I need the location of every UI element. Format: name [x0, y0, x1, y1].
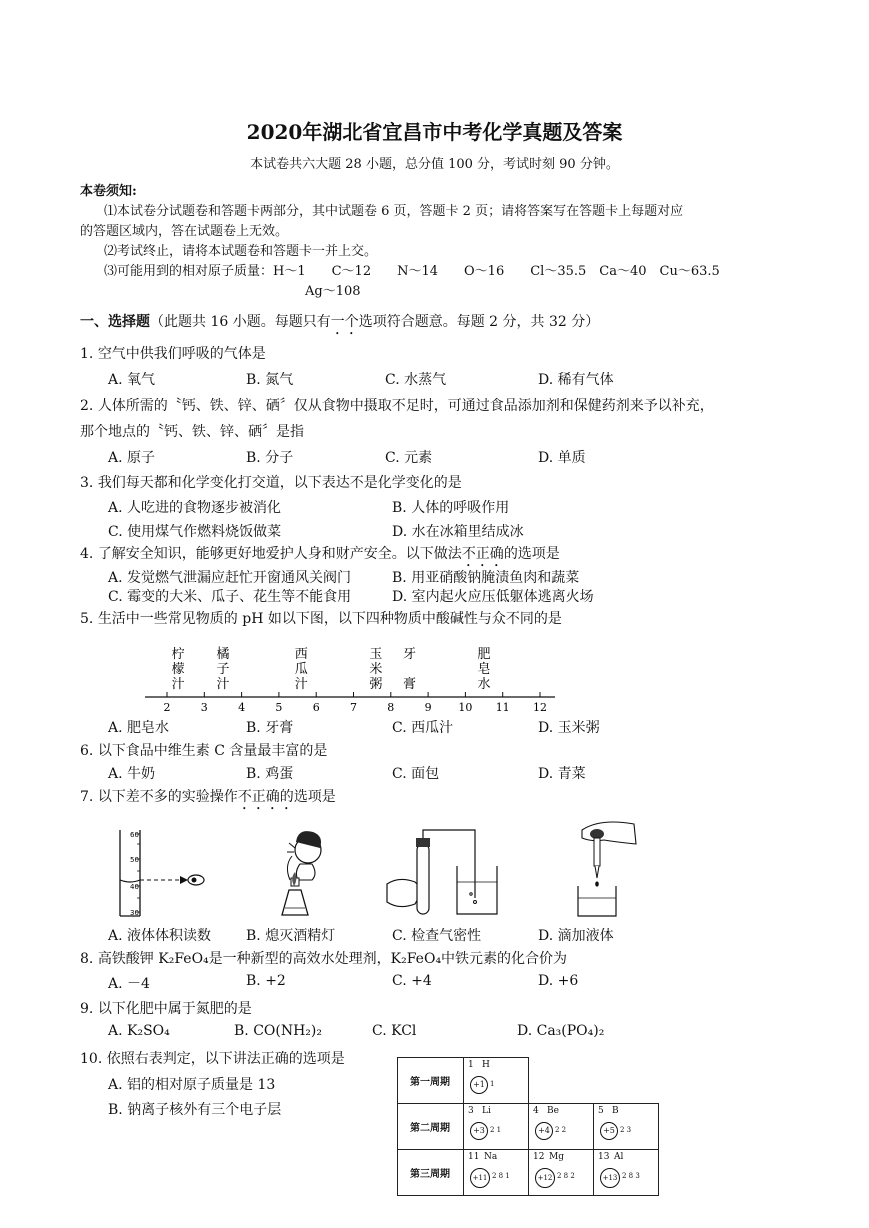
ph-substance-label — [478, 647, 491, 692]
ph-scale-figure — [140, 640, 560, 715]
option[interactable]: C. 使用煤气作燃料烧饭做菜 — [108, 524, 282, 540]
option[interactable]: C. KCl — [372, 1023, 417, 1039]
option[interactable]: B. 分子 — [246, 450, 294, 466]
option[interactable]: A. 人吃进的食物逐步被消化 — [108, 500, 282, 516]
notice-line: ⑴本试卷分试题卷和答题卡两部分，其中试题卷 6 页，答题卡 2 页；请将答案写在答题卡上每题对应 — [104, 204, 684, 219]
svg-text:汁: 汁 — [171, 677, 185, 692]
element-cell: 11 Na +11 2 8 1 — [463, 1149, 529, 1196]
svg-text:檬: 檬 — [171, 662, 185, 677]
ph-tick-label: 4 — [238, 701, 246, 714]
option[interactable]: B. 氮气 — [246, 372, 294, 388]
option[interactable]: B. 熄灭酒精灯 — [246, 928, 336, 944]
option[interactable]: C. 西瓜汁 — [392, 720, 454, 736]
option[interactable]: D. 水在冰箱里结成冰 — [392, 524, 524, 540]
option[interactable]: D. 单质 — [538, 450, 586, 466]
option[interactable]: A. 液体体积读数 — [108, 928, 212, 944]
element-cell: 1 H +1 1 — [463, 1057, 529, 1104]
svg-text:柠: 柠 — [171, 647, 185, 662]
question: 1. 空气中供我们呼吸的气体是 — [80, 346, 266, 362]
element-cell: 3 Li +3 2 1 — [463, 1103, 529, 1150]
option[interactable]: D. 滴加液体 — [538, 928, 614, 944]
option[interactable]: B. 鸡蛋 — [246, 766, 294, 782]
notice-line: ⑵考试终止，请将本试题卷和答题卡一并上交。 — [104, 244, 378, 259]
question: 5. 生活中一些常见物质的 pH 如以下图，以下四种物质中酸碱性与众不同的是 — [80, 611, 562, 627]
dropper-figure — [570, 818, 642, 918]
period-label: 第三周期 — [410, 1169, 450, 1180]
svg-text:玉: 玉 — [369, 647, 383, 662]
ph-ticks — [164, 692, 548, 714]
page-title: 2020年湖北省宜昌市中考化学真题及答案 — [246, 120, 623, 144]
alcohol-lamp-figure — [268, 820, 338, 918]
option[interactable]: C. 面包 — [392, 766, 440, 782]
question: 6. 以下食品中维生素 C 含量最丰富的是 — [80, 743, 328, 759]
option[interactable]: D. 玉米粥 — [538, 720, 600, 736]
option[interactable]: D. 稀有气体 — [538, 372, 614, 388]
question: 2. 人体所需的〝钙、铁、锌、硒〞仅从食物中摄取不足时，可通过食品添加剂和保健药剂来予以补充， — [80, 398, 714, 414]
svg-text:米: 米 — [369, 662, 383, 677]
ph-substance-label — [216, 646, 229, 692]
ph-tick-label: 8 — [387, 701, 395, 714]
period-label: 第一周期 — [410, 1077, 450, 1088]
svg-text:子: 子 — [216, 662, 230, 677]
option[interactable]: A. K₂SO₄ — [108, 1023, 170, 1039]
notice-line: 的答题区域内，答在试题卷上无效。 — [80, 224, 289, 239]
option[interactable]: A. 发觉燃气泄漏应赶忙开窗通风关阀门 — [108, 570, 352, 586]
option[interactable]: B. 钠离子核外有三个电子层 — [108, 1102, 282, 1118]
ph-tick-label: 5 — [275, 701, 283, 714]
svg-text:膏: 膏 — [402, 677, 416, 692]
question: 9. 以下化肥中属于氮肥的是 — [80, 1001, 252, 1017]
period-label: 第二周期 — [410, 1123, 450, 1134]
option[interactable]: B. 牙膏 — [246, 720, 294, 736]
ph-tick-label: 10 — [458, 701, 473, 714]
option[interactable]: C. 霉变的大米、瓜子、花生等不能食用 — [108, 589, 352, 605]
ph-tick-label: 6 — [312, 701, 320, 714]
cylinder-reading-figure — [108, 826, 218, 918]
option[interactable]: D. 青菜 — [538, 766, 586, 782]
svg-text:瓜: 瓜 — [294, 662, 308, 677]
ph-tick-label: 2 — [163, 701, 171, 714]
option[interactable]: B. +2 — [246, 973, 286, 989]
question: 8. 高铁酸钾 K₂FeO₄是一种新型的高效水处理剂，K₂FeO₄中铁元素的化合价为 — [80, 951, 568, 967]
periodic-table — [397, 1057, 660, 1195]
element-cell: 12 Mg +12 2 8 2 — [528, 1149, 594, 1196]
svg-text:汁: 汁 — [294, 677, 308, 692]
section-heading: 一、选择题（此题共 16 小题。每题只有一个选项符合题意。每题 2 分，共 32 分） — [80, 314, 600, 330]
option[interactable]: D. +6 — [538, 973, 579, 989]
svg-text:皂: 皂 — [477, 662, 491, 677]
option[interactable]: D. Ca₃(PO₄)₂ — [517, 1023, 605, 1039]
svg-text:汁: 汁 — [216, 677, 230, 692]
ph-substance-label — [369, 647, 382, 692]
ph-tick-label: 9 — [424, 701, 432, 714]
ph-substance-label — [295, 647, 308, 692]
svg-text:橘: 橘 — [216, 647, 230, 662]
option[interactable]: C. +4 — [392, 973, 432, 989]
exam-info: 本试卷共六大题 28 小题，总分值 100 分，考试时刻 90 分钟。 — [250, 157, 619, 172]
question: 4. 了解安全知识，能够更好地爱护人身和财产安全。以下做法不正确的选项是 — [80, 546, 560, 562]
ph-tick-label: 3 — [200, 701, 208, 714]
ph-substance-label — [403, 647, 416, 692]
svg-text:肥: 肥 — [477, 647, 491, 662]
airtightness-figure — [385, 826, 505, 918]
question-cont: 那个地点的〝钙、铁、锌、硒〞是指 — [80, 424, 304, 440]
option[interactable]: A. 肥皂水 — [108, 720, 170, 736]
option[interactable]: B. CO(NH₂)₂ — [234, 1023, 322, 1039]
svg-text:水: 水 — [477, 677, 491, 692]
element-cell: 4 Be +4 2 2 — [528, 1103, 594, 1150]
svg-text:牙: 牙 — [402, 647, 416, 662]
ph-tick-label: 11 — [495, 701, 510, 714]
question: 10. 依照右表判定，以下讲法正确的选项是 — [80, 1051, 345, 1067]
option[interactable]: B. 人体的呼吸作用 — [392, 500, 510, 516]
option[interactable]: C. 检查气密性 — [392, 928, 482, 944]
notice-line: ⑶可能用到的相对原子质量：H～1 C～12 N～14 O～16 Cl～35.5 Ca～40 Cu～63.5 — [104, 264, 720, 279]
element-cell: 13 Al +13 2 8 3 — [593, 1149, 659, 1196]
ph-tick-label: 12 — [533, 701, 547, 714]
cylinder-tick: 60 — [130, 831, 139, 839]
option[interactable]: D. 室内起火应压低躯体逃离火场 — [392, 589, 594, 605]
ph-substance-labels — [172, 646, 491, 692]
option[interactable]: B. 用亚硝酸钠腌渍鱼肉和蔬菜 — [392, 570, 580, 586]
option[interactable]: A. 铝的相对原子质量是 13 — [108, 1077, 276, 1093]
cylinder-tick: 50 — [130, 856, 139, 864]
svg-text:西: 西 — [294, 647, 308, 662]
option[interactable]: A. 原子 — [108, 450, 156, 466]
ph-tick-label: 7 — [350, 701, 357, 714]
ph-substance-label — [172, 646, 185, 692]
cylinder-tick: 30 — [130, 909, 139, 917]
question: 3. 我们每天都和化学变化打交道，以下表达不是化学变化的是 — [80, 475, 462, 491]
option[interactable]: C. 水蒸气 — [385, 372, 447, 388]
notice-line: Ag～108 — [305, 284, 361, 299]
element-cell: 5 B +5 2 3 — [593, 1103, 659, 1150]
option[interactable]: A. －4 — [108, 976, 150, 992]
option[interactable]: C. 元素 — [385, 450, 433, 466]
cylinder-tick: 40 — [130, 883, 139, 891]
option[interactable]: A. 牛奶 — [108, 766, 156, 782]
question: 7. 以下差不多的实验操作不正确的选项是 — [80, 789, 336, 805]
svg-text:粥: 粥 — [369, 677, 383, 692]
notice-heading: 本卷须知: — [80, 184, 137, 199]
option[interactable]: A. 氧气 — [108, 372, 156, 388]
